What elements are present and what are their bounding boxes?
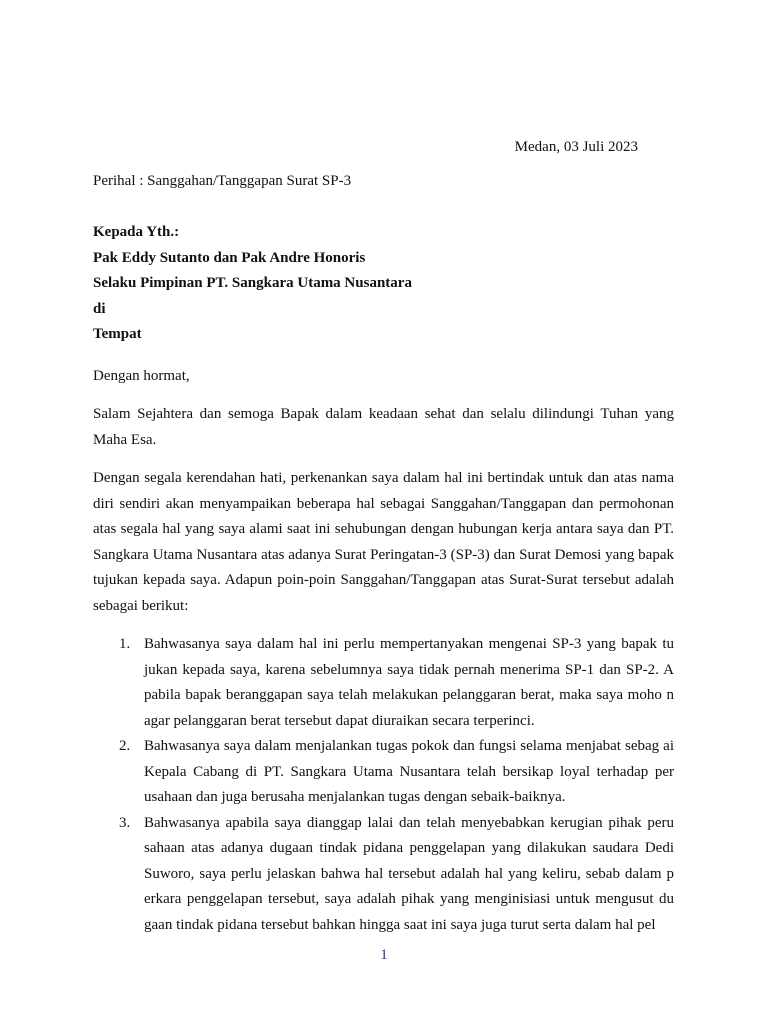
letter-subject: Perihal : Sanggahan/Tanggapan Surat SP-3	[93, 173, 352, 189]
list-item	[93, 734, 674, 811]
list-item	[93, 811, 674, 939]
address-line: di	[93, 300, 106, 317]
list-item-number: 3.	[119, 814, 131, 831]
list-item-number: 1.	[119, 636, 131, 652]
address-line: Tempat	[93, 326, 142, 342]
letter-date: Medan, 03 Juli 2023	[514, 139, 638, 155]
address-line: Kepada Yth.:	[93, 224, 180, 240]
address-line: Selaku Pimpinan PT. Sangkara Utama Nusantara	[93, 275, 412, 291]
points-list	[93, 632, 674, 938]
list-item	[93, 632, 674, 734]
page-number: 1	[380, 947, 388, 963]
list-item-text: Bahwasanya saya dalam menjalankan tugas pokok dan fungsi selama menjabat sebag ai Kepala Cabang di PT. Sangkara Utama Nusantara telah bersikap loyal terhadap per usahaan dan juga berusaha menjalankan tugas dengan sebaik-baiknya.	[144, 738, 674, 805]
list-item-number: 2.	[119, 738, 131, 754]
list-item-text: Bahwasanya saya dalam hal ini perlu mempertanyakan mengenai SP-3 yang bapak tu jukan kepada saya, karena sebelumnya saya tidak pernah menerima SP-1 dan SP-2. A pabila bapak beranggapan saya telah melakukan pelanggaran berat, maka saya moho n agar pelanggaran berat tersebut dapat diuraikan secara terperinci.	[144, 636, 674, 729]
address-line: Pak Eddy Sutanto dan Pak Andre Honoris	[93, 249, 366, 266]
paragraph-salutation: Salam Sejahtera dan semoga Bapak dalam keadaan sehat dan selalu dilindungi Tuhan yang Maha Esa.	[93, 406, 674, 448]
list-item-text: Bahwasanya apabila saya dianggap lalai dan telah menyebabkan kerugian pihak peru sahaan atas adanya dugaan tindak pidana penggelapan yang dilakukan saudara Dedi Suworo, saya perlu jelaskan bahwa hal tersebut adalah hal yang keliru, sebab dalam p erkara penggelapan tersebut, saya adalah pihak yang menginisiasi untuk mengusut du gaan tindak pidana tersebut bahkan hingga saat ini saya juga turut serta dalam hal pel	[144, 814, 674, 933]
paragraph-intro: Dengan segala kerendahan hati, perkenankan saya dalam hal ini bertindak untuk dan atas nama diri sendiri akan menyampaikan beberapa hal sebagai Sanggahan/Tanggapan dan permohonan atas segala hal yang saya alami saat ini sehubungan dengan hubungan kerja antara saya dan PT. Sangkara Utama Nusantara atas adanya Surat Peringatan-3 (SP-3) dan Surat Demosi yang bapak tujukan kepada saya. Adapun poin-poin Sanggahan/Tanggapan atas Surat-Surat tersebut adalah sebagai berikut:	[93, 470, 674, 614]
recipient-address	[93, 220, 412, 348]
greeting: Dengan hormat,	[93, 368, 190, 384]
